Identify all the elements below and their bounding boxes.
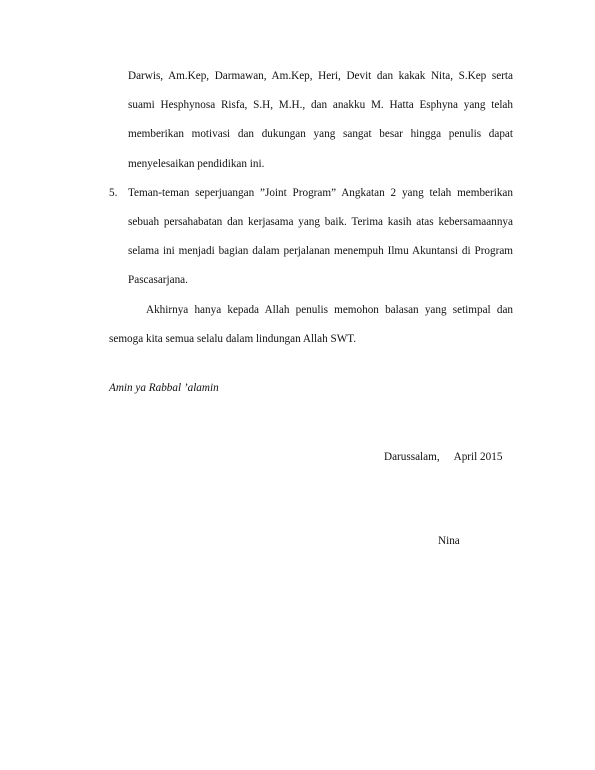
- list-item-text: Teman-teman seperjuangan ”Joint Program” Angkatan 2 yang telah memberikan sebuah persahabatan dan kerjasama yang baik. Terima kasih atas kebersamaannya selama ini menjadi bagian dalam perjalanan menempuh Ilmu Akuntansi di Program Pascasarjana.: [128, 186, 513, 287]
- list-item: [109, 179, 513, 296]
- signature-date: April 2015: [453, 451, 503, 463]
- list-item-number: 5.: [109, 186, 118, 199]
- list-item-text: Darwis, Am.Kep, Darmawan, Am.Kep, Heri, Devit dan kakak Nita, S.Kep serta suami Hesphynosa Risfa, S.H, M.H., dan anakku M. Hatta Esphyna yang telah memberikan motivasi dan dukungan yang sangat besar hingga penulis dapat menyelesaikan pendidikan ini.: [128, 70, 513, 170]
- amin-line: Amin ya Rabbal ’alamin: [109, 382, 219, 394]
- author-name: Nina: [438, 535, 460, 547]
- list-item: [109, 62, 513, 179]
- place-date-line: [384, 447, 502, 467]
- acknowledgement-list: [109, 62, 513, 296]
- signature-place: Darussalam,: [384, 451, 440, 463]
- closing-paragraph: Akhirnya hanya kepada Allah penulis memohon balasan yang setimpal dan semoga kita semua selalu dalam lindungan Allah SWT.: [109, 304, 513, 346]
